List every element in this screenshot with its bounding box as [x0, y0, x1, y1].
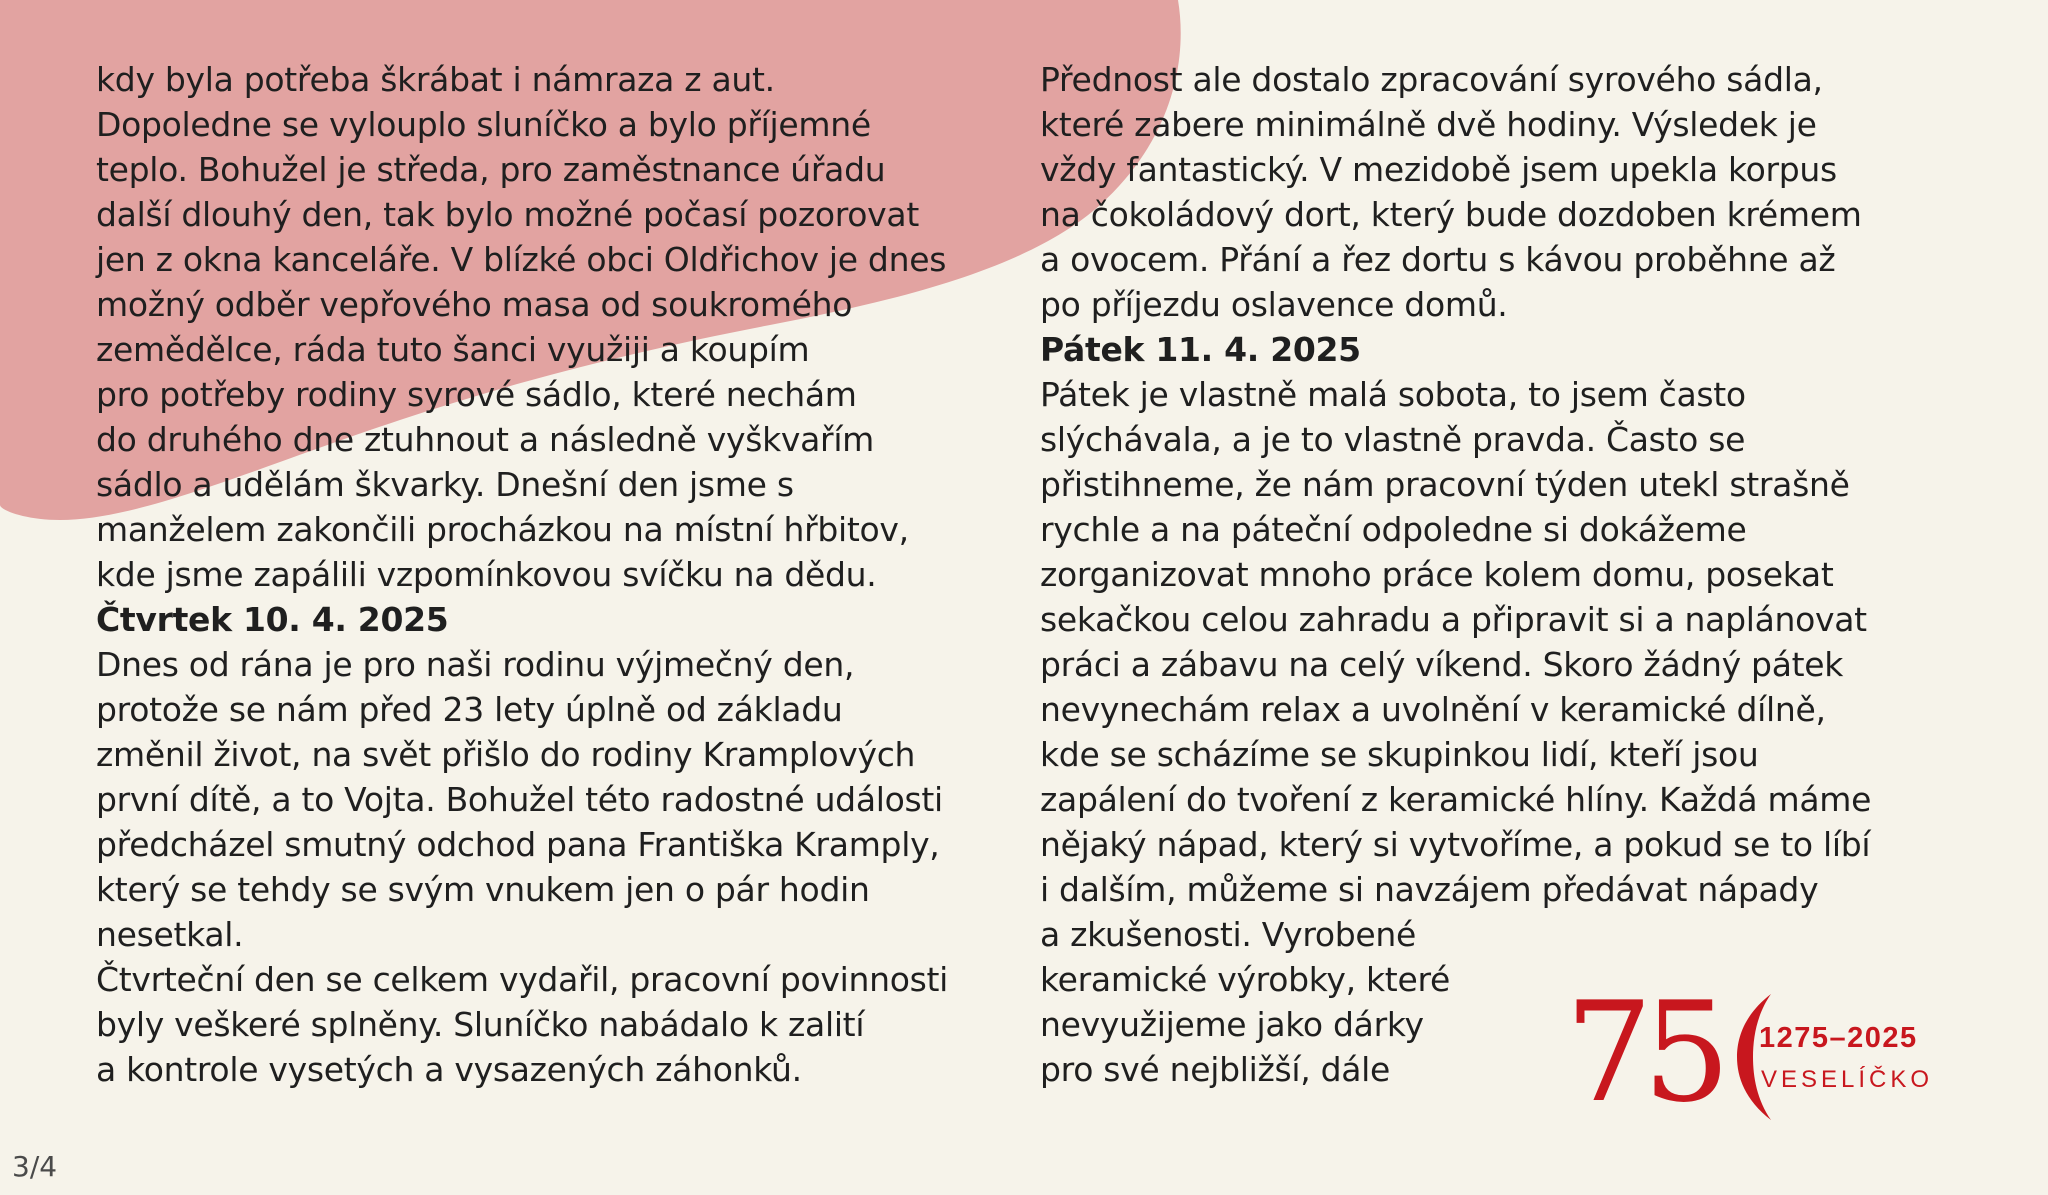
text-line: další dlouhý den, tak bylo možné počasí pozorovat	[96, 195, 919, 234]
text-line: který se tehdy se svým vnukem jen o pár hodin	[96, 870, 870, 909]
text-line: na čokoládový dort, který bude dozdoben krémem	[1040, 195, 1862, 234]
text-line: nesetkal.	[96, 915, 244, 954]
text-line: po příjezdu oslavence domů.	[1040, 285, 1508, 324]
text-line: protože se nám před 23 lety úplně od základu	[96, 690, 843, 729]
text-line: keramické výrobky, které	[1040, 960, 1450, 999]
text-line: pro potřeby rodiny syrové sádlo, které nechám	[96, 375, 857, 414]
text-line: Čtvrteční den se celkem vydařil, pracovní povinnosti	[96, 960, 949, 999]
text-line: slýchávala, a je to vlastně pravda. Často se	[1040, 420, 1746, 459]
text-line: předcházel smutný odchod pana Františka Kramply,	[96, 825, 940, 864]
paragraph-thursday	[96, 642, 1016, 1092]
text-line: i dalším, můžeme si navzájem předávat nápady	[1040, 870, 1819, 909]
paragraph-friday	[1040, 372, 1960, 1092]
left-column	[96, 57, 1016, 1092]
text-line: změnil život, na svět přišlo do rodiny Kramplových	[96, 735, 916, 774]
text-line: sekačkou celou zahradu a připravit si a naplánovat	[1040, 600, 1867, 639]
text-line: první dítě, a to Vojta. Bohužel této radostné události	[96, 780, 943, 819]
text-line: kdy byla potřeba škrábat i námraza z aut.	[96, 60, 775, 99]
text-line: zorganizovat mnoho práce kolem domu, posekat	[1040, 555, 1834, 594]
text-line: do druhého dne ztuhnout a následně vyškvařím	[96, 420, 875, 459]
text-line: Dopoledne se vylouplo sluníčko a bylo příjemné	[96, 105, 871, 144]
text-line: manželem zakončili procházkou na místní hřbitov,	[96, 510, 909, 549]
text-line: a kontrole vysetých a vysazených záhonků.	[96, 1050, 802, 1089]
text-line: sádlo a udělám škvarky. Dnešní den jsme s	[96, 465, 794, 504]
text-line: byly veškeré splněny. Sluníčko nabádalo k zalití	[96, 1005, 865, 1044]
text-line: které zabere minimálně dvě hodiny. Výsledek je	[1040, 105, 1817, 144]
page-number: 3/4	[12, 1150, 58, 1183]
text-line: možný odběr vepřového masa od soukromého	[96, 285, 853, 324]
right-column	[1040, 57, 1960, 1092]
text-line: pro své nejbližší, dále	[1040, 1050, 1391, 1089]
text-line: nevynechám relax a uvolnění v keramické dílně,	[1040, 690, 1826, 729]
text-line: Dnes od rána je pro naši rodinu výjmečný den,	[96, 645, 855, 684]
paragraph-wednesday-continued	[96, 57, 1016, 597]
text-line: práci a zábavu na celý víkend. Skoro žádný pátek	[1040, 645, 1844, 684]
text-line: nějaký nápad, který si vytvoříme, a pokud se to líbí	[1040, 825, 1871, 864]
heading-friday: Pátek 11. 4. 2025	[1040, 330, 1361, 369]
paragraph-thursday-continued	[1040, 57, 1960, 327]
text-line: a ovocem. Přání a řez dortu s kávou proběhne až	[1040, 240, 1836, 279]
text-line: zapálení do tvoření z keramické hlíny. Každá máme	[1040, 780, 1872, 819]
text-line: vždy fantastický. V mezidobě jsem upekla korpus	[1040, 150, 1837, 189]
text-line: kde se scházíme se skupinkou lidí, kteří jsou	[1040, 735, 1759, 774]
text-line: zemědělce, ráda tuto šanci využiji a koupím	[96, 330, 810, 369]
anniversary-logo	[1565, 972, 1965, 1133]
text-line: kde jsme zapálili vzpomínkovou svíčku na dědu.	[96, 555, 877, 594]
logo-bracket-icon	[1733, 992, 1773, 1122]
text-line: Přednost ale dostalo zpracování syrového sádla,	[1040, 60, 1823, 99]
logo-number: 75	[1565, 972, 1721, 1133]
text-line: nevyužijeme jako dárky	[1040, 1005, 1424, 1044]
logo-years: 1275–2025	[1759, 1022, 1918, 1054]
text-line: teplo. Bohužel je středa, pro zaměstnance úřadu	[96, 150, 886, 189]
logo-village-name: VESELÍČKO	[1761, 1066, 1934, 1093]
text-line: Pátek je vlastně malá sobota, to jsem často	[1040, 375, 1746, 414]
text-line: jen z okna kanceláře. V blízké obci Oldřichov je dnes	[96, 240, 947, 279]
text-line: rychle a na páteční odpoledne si dokážeme	[1040, 510, 1747, 549]
text-line: a zkušenosti. Vyrobené	[1040, 915, 1417, 954]
heading-thursday: Čtvrtek 10. 4. 2025	[96, 600, 449, 639]
text-line: přistihneme, že nám pracovní týden utekl strašně	[1040, 465, 1850, 504]
